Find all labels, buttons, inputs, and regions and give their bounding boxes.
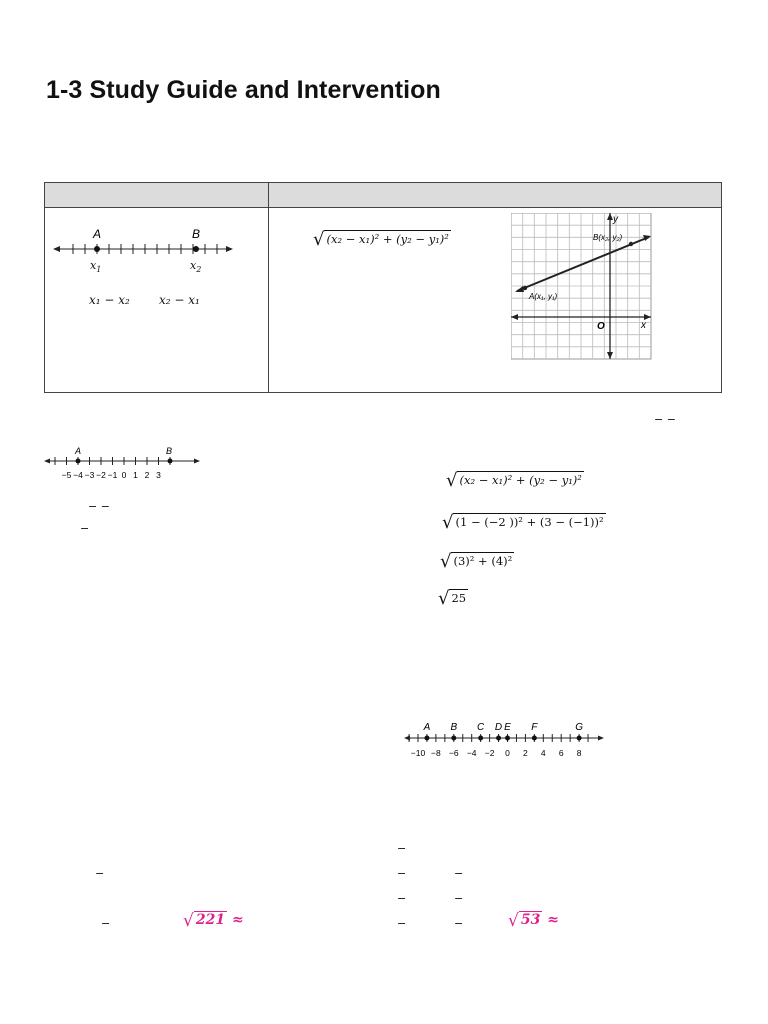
answer-right-dash-1: − xyxy=(397,842,407,855)
point-b-dot xyxy=(193,246,199,252)
point-a-coord: A(x₁, y₁) xyxy=(529,292,558,301)
exercise-tick-label: −8 xyxy=(431,748,441,758)
point-a-dot xyxy=(94,246,100,252)
exercise-tick-label: −10 xyxy=(410,748,426,758)
exercise-point-dot xyxy=(478,736,483,741)
exercise-point-label: A xyxy=(423,722,431,733)
exercise-point-label: E xyxy=(504,722,511,733)
example2-step-4: √ 25 xyxy=(438,588,467,609)
concept-table xyxy=(44,182,722,393)
example-tick-label: −4 xyxy=(73,470,83,480)
y-axis-label: y xyxy=(613,214,618,225)
exercise-tick-label: 8 xyxy=(576,748,582,758)
example-tick-label: −5 xyxy=(61,470,72,480)
x2-label: $x_2$ xyxy=(190,259,202,275)
example2-step-3: √ (3)² + (4)² xyxy=(440,551,513,572)
point-b-coord: B(x₂, y₂) xyxy=(593,233,623,242)
exercise-point-dot xyxy=(496,736,501,741)
example-dashes-b: − xyxy=(80,522,90,535)
example-tick-label: 2 xyxy=(144,470,150,480)
exercise-point-dot xyxy=(577,736,582,741)
example-tick-label: −2 xyxy=(96,470,106,480)
origin-label: O xyxy=(597,321,605,332)
example-tick-label: 1 xyxy=(133,470,138,480)
answer-right-value: √ 53 ≈ xyxy=(508,911,559,931)
x1-label: $x_1$ xyxy=(90,259,102,275)
example2-step-2: √ (1 − (−2 ))² + (3 − (−1))² xyxy=(442,512,604,533)
concept-table-header xyxy=(45,183,721,208)
x-axis-label: x xyxy=(641,320,646,331)
example-point-a-dot xyxy=(76,459,81,464)
exercise-tick-label: 6 xyxy=(558,748,564,758)
answer-right-dash-4b: − xyxy=(454,917,464,930)
exercise-point-label: B xyxy=(450,722,458,733)
exercise-point-label: D xyxy=(494,722,503,733)
example-tick-label: −1 xyxy=(107,470,118,480)
exercise-tick-label: −4 xyxy=(466,748,477,758)
answer-right-dash-3a: − xyxy=(397,892,407,905)
point-a-label: A xyxy=(93,227,102,241)
answer-right-dash-3b: − xyxy=(454,892,464,905)
answer-left-dash-2: − xyxy=(101,917,111,930)
example-point-b-label: B xyxy=(166,446,173,456)
radical-sign: √ xyxy=(313,229,325,250)
example2-step-1: √ (x₂ − x₁)² + (y₂ − y₁)² xyxy=(446,470,582,491)
exercise-number-line xyxy=(404,718,604,762)
distance-formula: √ (x₂ − x₁)² + (y₂ − y₁)² xyxy=(313,229,449,250)
dashes-top: − − xyxy=(654,413,676,426)
concept-table-divider xyxy=(268,183,269,392)
exercise-point-label: C xyxy=(477,722,485,733)
point-b-label: B xyxy=(192,227,201,241)
answer-left-value: √ 221 ≈ xyxy=(183,911,244,931)
example-tick-label: 3 xyxy=(156,470,161,480)
answer-right-dash-2a: − xyxy=(397,867,407,880)
page-title: 1-3 Study Guide and Intervention xyxy=(46,76,441,104)
example-tick-label: 0 xyxy=(121,470,127,480)
example-dashes-a: − − xyxy=(88,500,110,513)
answer-left-dash-1: − xyxy=(95,867,105,880)
exercise-point-label: G xyxy=(575,722,583,733)
exercise-point-dot xyxy=(424,736,429,741)
distance-expr-1: x₁ − x₂ xyxy=(89,293,130,307)
answer-right-dash-2b: − xyxy=(454,867,464,880)
distance-expr-2: x₂ − x₁ xyxy=(159,293,200,307)
coordinate-grid xyxy=(511,213,653,363)
exercise-tick-label: 0 xyxy=(505,748,510,758)
exercise-tick-label: 4 xyxy=(540,748,546,758)
exercise-point-dot xyxy=(532,736,537,741)
exercise-point-dot xyxy=(451,736,456,741)
exercise-tick-label: −6 xyxy=(448,748,459,758)
exercise-tick-label: 2 xyxy=(523,748,528,758)
exercise-point-dot xyxy=(505,736,510,741)
exercise-tick-label: −2 xyxy=(484,748,495,758)
exercise-point-label: F xyxy=(531,722,538,733)
example-point-a-label: A xyxy=(75,446,82,456)
answer-right-dash-4a: − xyxy=(397,917,407,930)
example-number-line xyxy=(44,444,200,484)
example-point-b-dot xyxy=(168,459,173,464)
example-tick-label: −3 xyxy=(84,470,95,480)
concept-number-line xyxy=(53,223,233,263)
